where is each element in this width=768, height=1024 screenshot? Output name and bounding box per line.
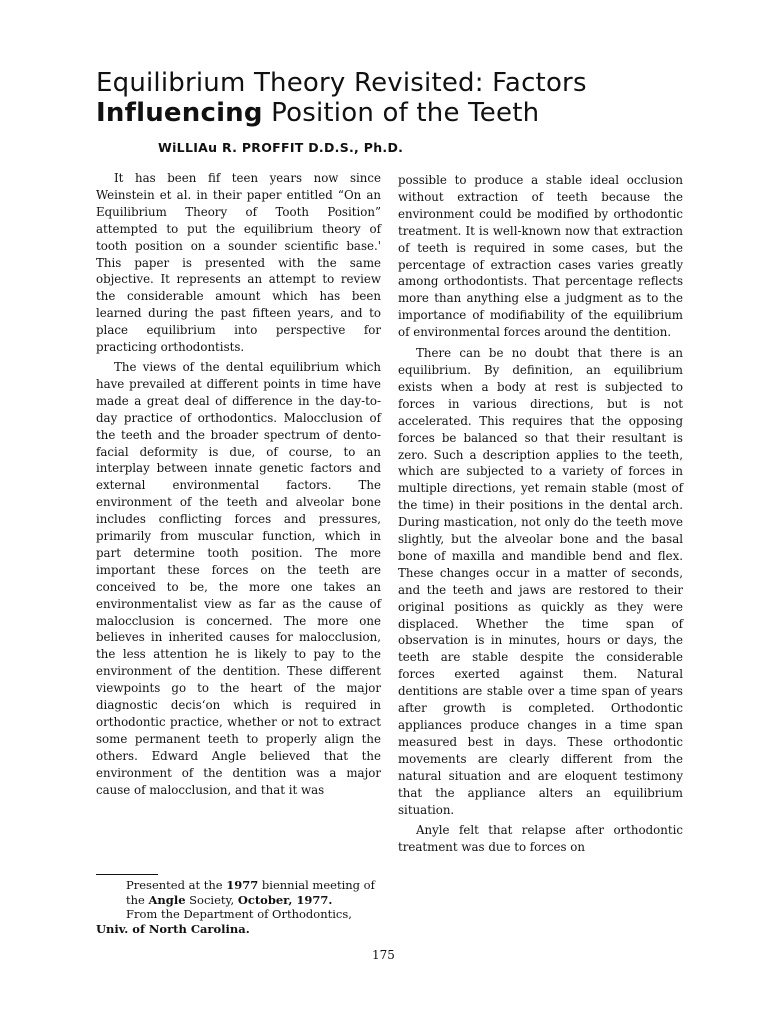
title-line-2 bbox=[96, 98, 696, 128]
paragraph: There can be no doubt that there is an equilibrium. By definition, an equilibrium exists when a body at rest is subjected to forces in various directions, but is not accelerated. This requires that the opposing forces be balanced so that their resultant is zero. Such a description applies to the teeth, which are subjected to a variety of forces in multiple directions, yet remain stable (most of the time) in their positions in the dental arch. During mastication, not only do the teeth move slightly, but the alveolar bone and the basal bone of maxilla and mandible bend and flex. These changes occur in a matter of seconds, and the teeth and jaws are restored to their original positions as quickly as they were displaced. Whether the time span of observation is in minutes, hours or days, the teeth are stable despite the considerable forces exerted against them. Natural dentitions are stable over a time span of years after growth is completed. Orthodontic appliances produce changes in a time span measured best in days. These orthodontic movements are clearly different from the natural situation and are eloquent testimony that the appliance alters an equilibrium situation. bbox=[398, 346, 683, 817]
title-line-1: Equilibrium Theory Revisited: Factors bbox=[96, 68, 587, 98]
footnote bbox=[96, 878, 381, 936]
paragraph-continued: possible to produce a stable ideal occlusion without extraction of teeth because the environment could be modified by orthodontic treatment. It is well-known now that extraction of teeth is required in some cases, but the percentage of extraction cases varies greatly among orthodontists. That percentage reflects more than anything else a judgment as to the importance of modifiability of the equilibrium of environmental forces around the dentition. bbox=[398, 173, 683, 340]
footnote-department: From the Department of Orthodontics, bbox=[126, 907, 352, 921]
paragraph: Anyle felt that relapse after orthodontic treatment was due to forces on bbox=[398, 823, 683, 855]
article-title bbox=[96, 68, 696, 128]
footnote-divider bbox=[96, 874, 158, 875]
paragraph: The views of the dental equilibrium which have prevailed at different points in time have made a great deal of difference in the day-to-day practice of orthodontics. Malocclusion of the teeth and the broader spectrum of dento-facial deformity is due, of course, to an interplay between innate genetic factors and external environmental factors. The environment of the teeth and alveolar bone includes conflicting forces and pressures, primarily from muscular function, which in part determine tooth position. The more important these forces on the teeth are conceived to be, the more one takes an environmentalist view as far as the cause of malocclusion is concerned. The more one believes in inherited causes for malocclusion, the less attention he is likely to pay to the environment of the dentition. These different viewpoints go to the heart of the major diagnostic decis‘on which is required in orthodontic practice, whether or not to extract some permanent teeth to properly align the others. Edward Angle believed that the environment of the dentition was a major cause of malocclusion, and that it was bbox=[96, 359, 381, 797]
title-line-2-rest: Position of the Teeth bbox=[262, 98, 540, 128]
author-line: WiLLIAu R. PROFFIT D.D.S., Ph.D. bbox=[158, 140, 404, 155]
page-number: 175 bbox=[372, 948, 395, 962]
paragraph: It has been fif teen years now since Weinstein et al. in their paper entitled “On an Equilibrium Theory of Tooth Position” attempted to put the equilibrium theory of tooth position on a sounder scientific base.' This paper is presented with the same objective. It represents an attempt to review the considerable amount which has been learned during the past fifteen years, and to place equilibrium into perspective for practicing orthodontists. bbox=[96, 171, 381, 355]
footnote-university: Univ. of North Carolina. bbox=[96, 921, 250, 936]
left-column bbox=[96, 170, 381, 799]
title-bold-word: Influencing bbox=[96, 98, 263, 128]
right-column bbox=[398, 172, 683, 856]
footnote-presented: Presented at the 1977 biennial meeting of the Angle Society, October, 1977. bbox=[126, 878, 375, 907]
